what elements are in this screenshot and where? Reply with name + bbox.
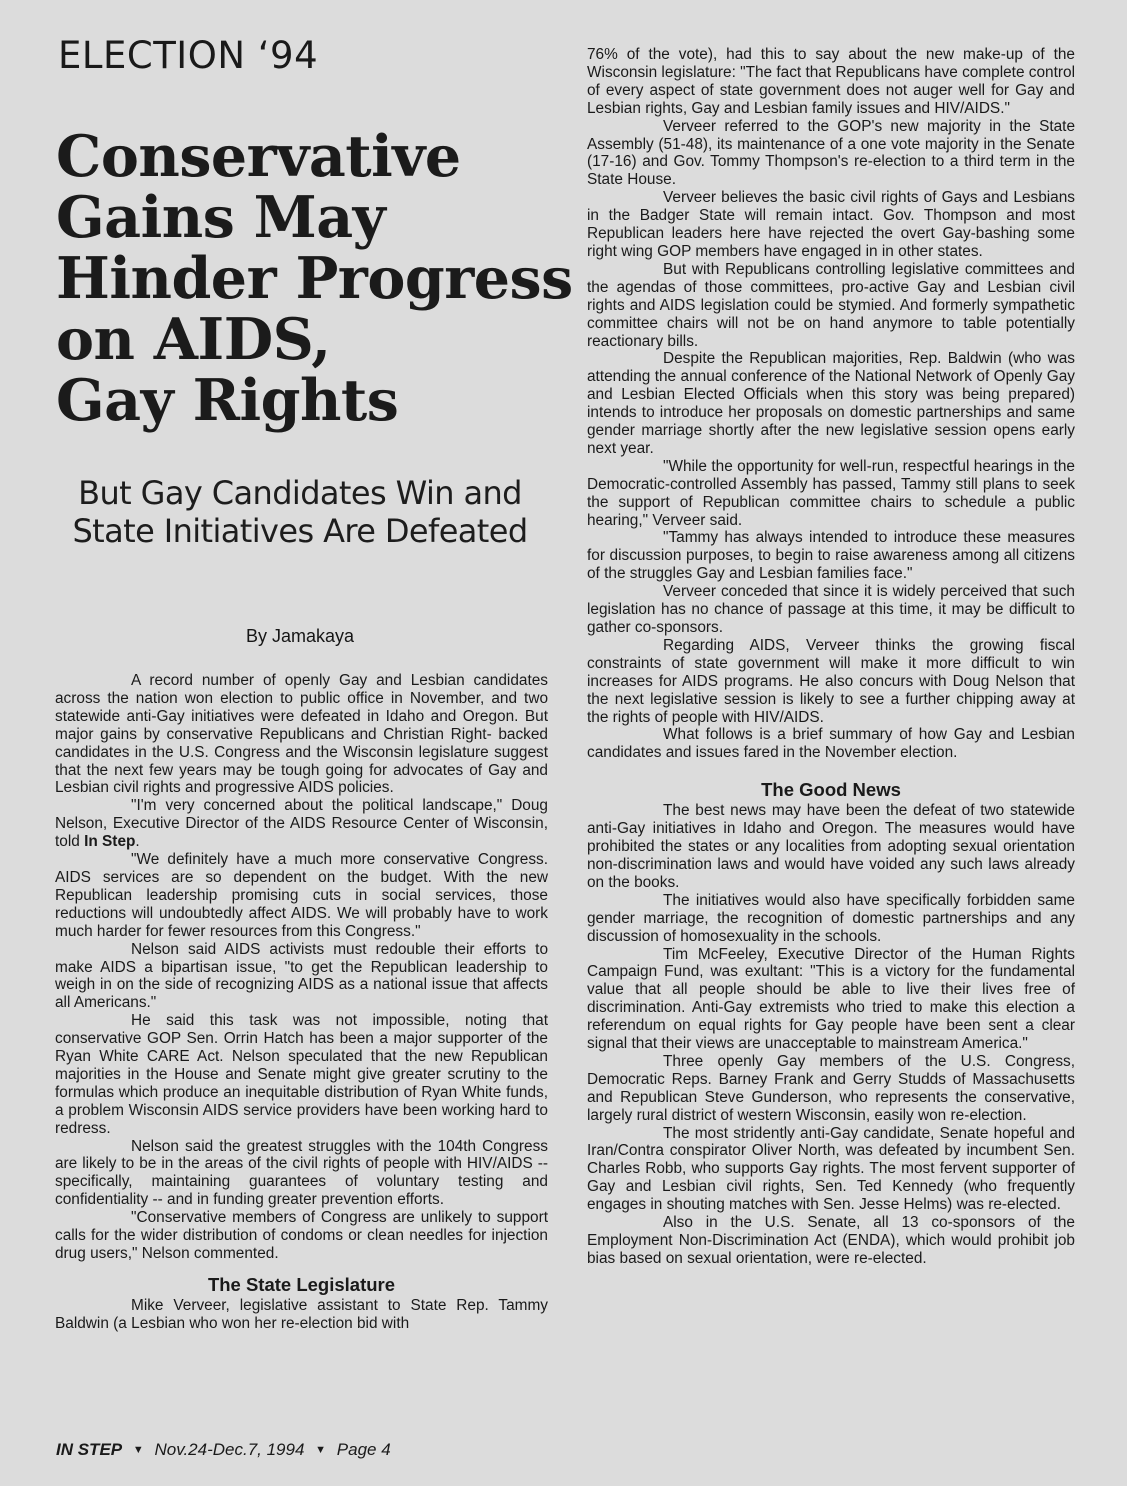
page-footer — [56, 1440, 391, 1460]
headline-line: Hinder Progress — [56, 245, 573, 312]
paragraph: Nelson said AIDS activists must redouble their efforts to make AIDS a bipartisan issue, "to get the Republican leadership to weigh in on the side of recognizing AIDS as a national issue that affects all Americans." — [55, 940, 548, 1012]
paragraph: A record number of openly Gay and Lesbian candidates across the nation won election to public office in November, and two statewide anti-Gay initiatives were defeated in Idaho and Oregon. But major gains by conservative Republicans and Christian Right- backed candidates in the U.S. Congress and the Wisconsin legislature suggest that the next few years may be tough going for advocates of Gay and Lesbian civil rights and progressive AIDS policies. — [55, 672, 548, 797]
paragraph: Despite the Republican majorities, Rep. Baldwin (who was attending the annual conference of the National Network of Openly Gay and Lesbian Elected Officials when this story was being prepared) intends to introduce her proposals on domestic partnerships and same gender marriage shortly after the new legislative session opens early next year. — [587, 350, 1075, 457]
paragraph: 76% of the vote), had this to say about the new make-up of the Wisconsin legislature: "The fact that Republicans have complete control of every aspect of state government does not auger well for Gay and Lesbian rights, Gay and Lesbian family issues and HIV/AIDS." — [587, 46, 1075, 117]
left-column — [55, 672, 548, 1333]
headline-line: on AIDS, — [56, 306, 331, 373]
triangle-separator-icon: ▼ — [315, 1444, 327, 1456]
subheadline: But Gay Candidates Win and State Initiatives Are Defeated — [72, 474, 528, 550]
section-heading: The Good News — [761, 779, 901, 801]
footer-dates: Nov.24-Dec.7, 1994 — [154, 1440, 305, 1459]
paragraph: Verveer referred to the GOP's new majority in the State Assembly (51-48), its maintenance of a one vote majority in the Senate (17-16) and Gov. Tommy Thompson's re-election to a third term in the State House. — [587, 117, 1075, 189]
paragraph: The most stridently anti-Gay candidate, Senate hopeful and Iran/Contra conspirator Oliver North, was defeated by incumbent Sen. Charles Robb, who supports Gay rights. The most fervent supporter of Gay and Lesbian civil rights, Sen. Ted Kennedy (who frequently engages in shouting matches with Sen. Jesse Helms) was re-elected. — [587, 1124, 1075, 1214]
paragraph: But with Republicans controlling legislative committees and the agendas of those committees, pro-active Gay and Lesbian civil rights and AIDS legislation could be stymied. And formerly sympathetic committee chairs will not be on hand anymore to table potentially reactionary bills. — [587, 260, 1075, 350]
headline-line: Conservative — [56, 123, 461, 190]
triangle-separator-icon: ▼ — [132, 1444, 144, 1456]
headline — [56, 123, 573, 434]
paragraph: He said this task was not impossible, noting that conservative GOP Sen. Orrin Hatch has been a major supporter of the Ryan White CARE Act. Nelson speculated that the new Republican majorities in the House and Senate might give greater scrutiny to the formulas which produce an inequitable distribution of Ryan White funds, a problem Wisconsin AIDS service providers have been working hard to redress. — [55, 1012, 548, 1137]
paragraph — [55, 797, 548, 851]
footer-publication: IN STEP — [56, 1440, 123, 1459]
paragraph: "While the opportunity for well-run, respectful hearings in the Democratic-controlled Assembly has passed, Tammy still plans to seek the support of Republican committee chairs to schedule a public hearing," Verveer said. — [587, 457, 1075, 529]
paragraph: Regarding AIDS, Verveer thinks the growing fiscal constraints of state government will make it more difficult to win increases for AIDS programs. He also concurs with Doug Nelson that the next legislative session is likely to see a further chipping away at the rights of people with HIV/AIDS. — [587, 636, 1075, 726]
paragraph: "Tammy has always intended to introduce these measures for discussion purposes, to begin to raise awareness among all citizens of the struggles Gay and Lesbian families face." — [587, 529, 1075, 583]
paragraph: Verveer conceded that since it is widely perceived that such legislation has no chance of passage at this time, it may be difficult to gather co-sponsors. — [587, 583, 1075, 636]
headline-line: Gay Rights — [56, 367, 399, 434]
footer-page-number: Page 4 — [336, 1440, 391, 1459]
paragraph: Three openly Gay members of the U.S. Congress, Democratic Reps. Barney Frank and Gerry Studds of Massachusetts and Republican Steve Gunderson, who represents the conservative, largely rural district of western Wisconsin, easily won re-election. — [587, 1052, 1075, 1124]
section-tag: ELECTION ‘94 — [58, 34, 319, 77]
headline-line: Gains May — [56, 184, 386, 251]
paragraph: What follows is a brief summary of how Gay and Lesbian candidates and issues fared in the November election. — [587, 726, 1075, 762]
paragraph: Mike Verveer, legislative assistant to State Rep. Tammy Baldwin (a Lesbian who won her re-election bid with — [55, 1296, 548, 1332]
paragraph: "Conservative members of Congress are unlikely to support calls for the wider distribution of condoms or clean needles for injection drug users," Nelson commented. — [55, 1209, 548, 1262]
section-heading: The State Legislature — [207, 1273, 396, 1295]
paragraph: The initiatives would also have specifically forbidden same gender marriage, the recognition of domestic partnerships and any discussion of homosexuality in the schools. — [587, 891, 1075, 945]
paragraph: Verveer believes the basic civil rights of Gays and Lesbians in the Badger State will remain intact. Gov. Thompson and most Republican leaders here have rejected the overt Gay-bashing some right wing GOP members have engaged in in other states. — [587, 189, 1075, 260]
paragraph: "We definitely have a much more conservative Congress. AIDS services are so dependent on the budget. With the new Republican leadership promising cuts in social services, those reductions will undoubtedly affect AIDS. We will probably have to work much harder for fewer resources from this Congress." — [55, 851, 548, 940]
paragraph: The best news may have been the defeat of two statewide anti-Gay initiatives in Idaho and Oregon. The measures would have prohibited the states or any localities from adopting sexual orientation non-discrimination laws and would have voided any such laws already on the books. — [587, 802, 1075, 891]
paragraph: Tim McFeeley, Executive Director of the Human Rights Campaign Fund, was exultant: "This is a victory for the fundamental value that all people should be able to live their lives free of discrimination. Anti-Gay extremists who tried to make this election a referendum on equal rights for Gay people have been sent a clear signal that their views are unacceptable to mainstream America." — [587, 945, 1075, 1053]
paragraph-text: . — [135, 833, 140, 851]
right-column — [587, 46, 1075, 1268]
byline: By Jamakaya — [245, 626, 355, 646]
paragraph: Also in the U.S. Senate, all 13 co-sponsors of the Employment Non-Discrimination Act (ENDA), which would prohibit job bias based on sexual orientation, were re-elected. — [587, 1214, 1075, 1267]
paragraph: Nelson said the greatest struggles with the 104th Congress are likely to be in the areas of the civil rights of people with HIV/AIDS -- specifically, maintaining guarantees of voluntary testing and confidentiality -- and in funding greater prevention efforts. — [55, 1137, 548, 1209]
paragraph-text: "I'm very concerned about the political landscape," Doug Nelson, Executive Director of the AIDS Resource Center of Wisconsin, told — [55, 797, 548, 851]
publication-name: In Step — [84, 833, 136, 851]
